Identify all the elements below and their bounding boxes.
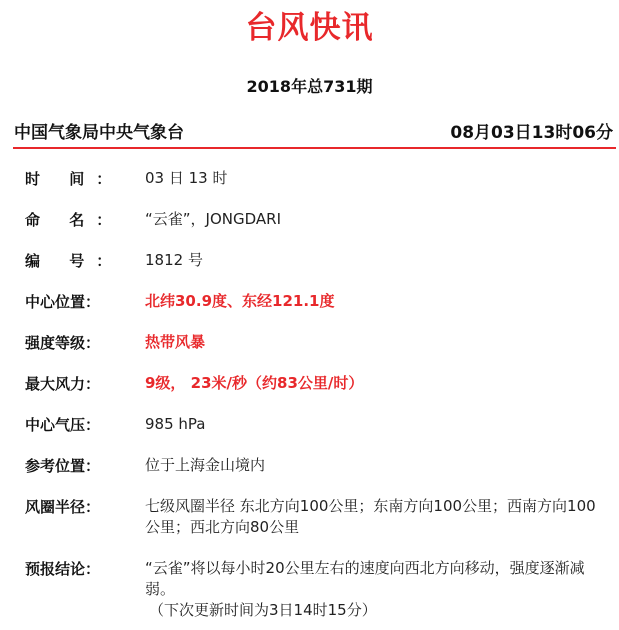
field-value: 热带风暴 xyxy=(145,333,206,351)
field-value: 位于上海金山境内 xyxy=(145,456,266,474)
field-value: 9级， 23米/秒（约83公里/时） xyxy=(145,374,364,392)
field-value: 1812 号 xyxy=(145,251,203,269)
field-label: 风圈半径： xyxy=(25,498,101,516)
field-value: 03 日 13 时 xyxy=(145,169,228,187)
header-divider xyxy=(13,147,616,149)
field-value: 七级风圈半径 东北方向100公里；东南方向100公里；西南方向100公里；西北方向80公里 xyxy=(145,497,596,536)
field-label: 编 号： xyxy=(25,252,124,270)
field-label: 参考位置： xyxy=(25,457,101,475)
field-label: 强度等级： xyxy=(25,334,101,352)
field-value: 北纬30.9度、东经121.1度 xyxy=(145,292,335,310)
issued-time: 08月03日13时06分 xyxy=(450,123,613,143)
forecast-text: “云雀”将以每小时20公里左右的速度向西北方向移动，强度逐渐减弱。 xyxy=(145,559,585,598)
issue-number: 2018年总731期 xyxy=(246,77,373,96)
field-value: 985 hPa xyxy=(145,415,206,433)
field-label: 中心位置： xyxy=(25,293,101,311)
next-update-note: （下次更新时间为3日14时15分） xyxy=(149,601,377,619)
field-label: 预报结论： xyxy=(25,560,101,578)
bulletin-title: 台风快讯 xyxy=(245,10,374,46)
field-label: 命 名： xyxy=(25,211,124,229)
field-value-wrap xyxy=(145,558,600,621)
field-label: 中心气压： xyxy=(25,416,101,434)
agency-name: 中国气象局中央气象台 xyxy=(14,123,184,143)
field-label: 最大风力： xyxy=(25,375,101,393)
field-value: “云雀”，JONGDARI xyxy=(145,210,282,228)
field-label: 时 间： xyxy=(25,170,124,188)
